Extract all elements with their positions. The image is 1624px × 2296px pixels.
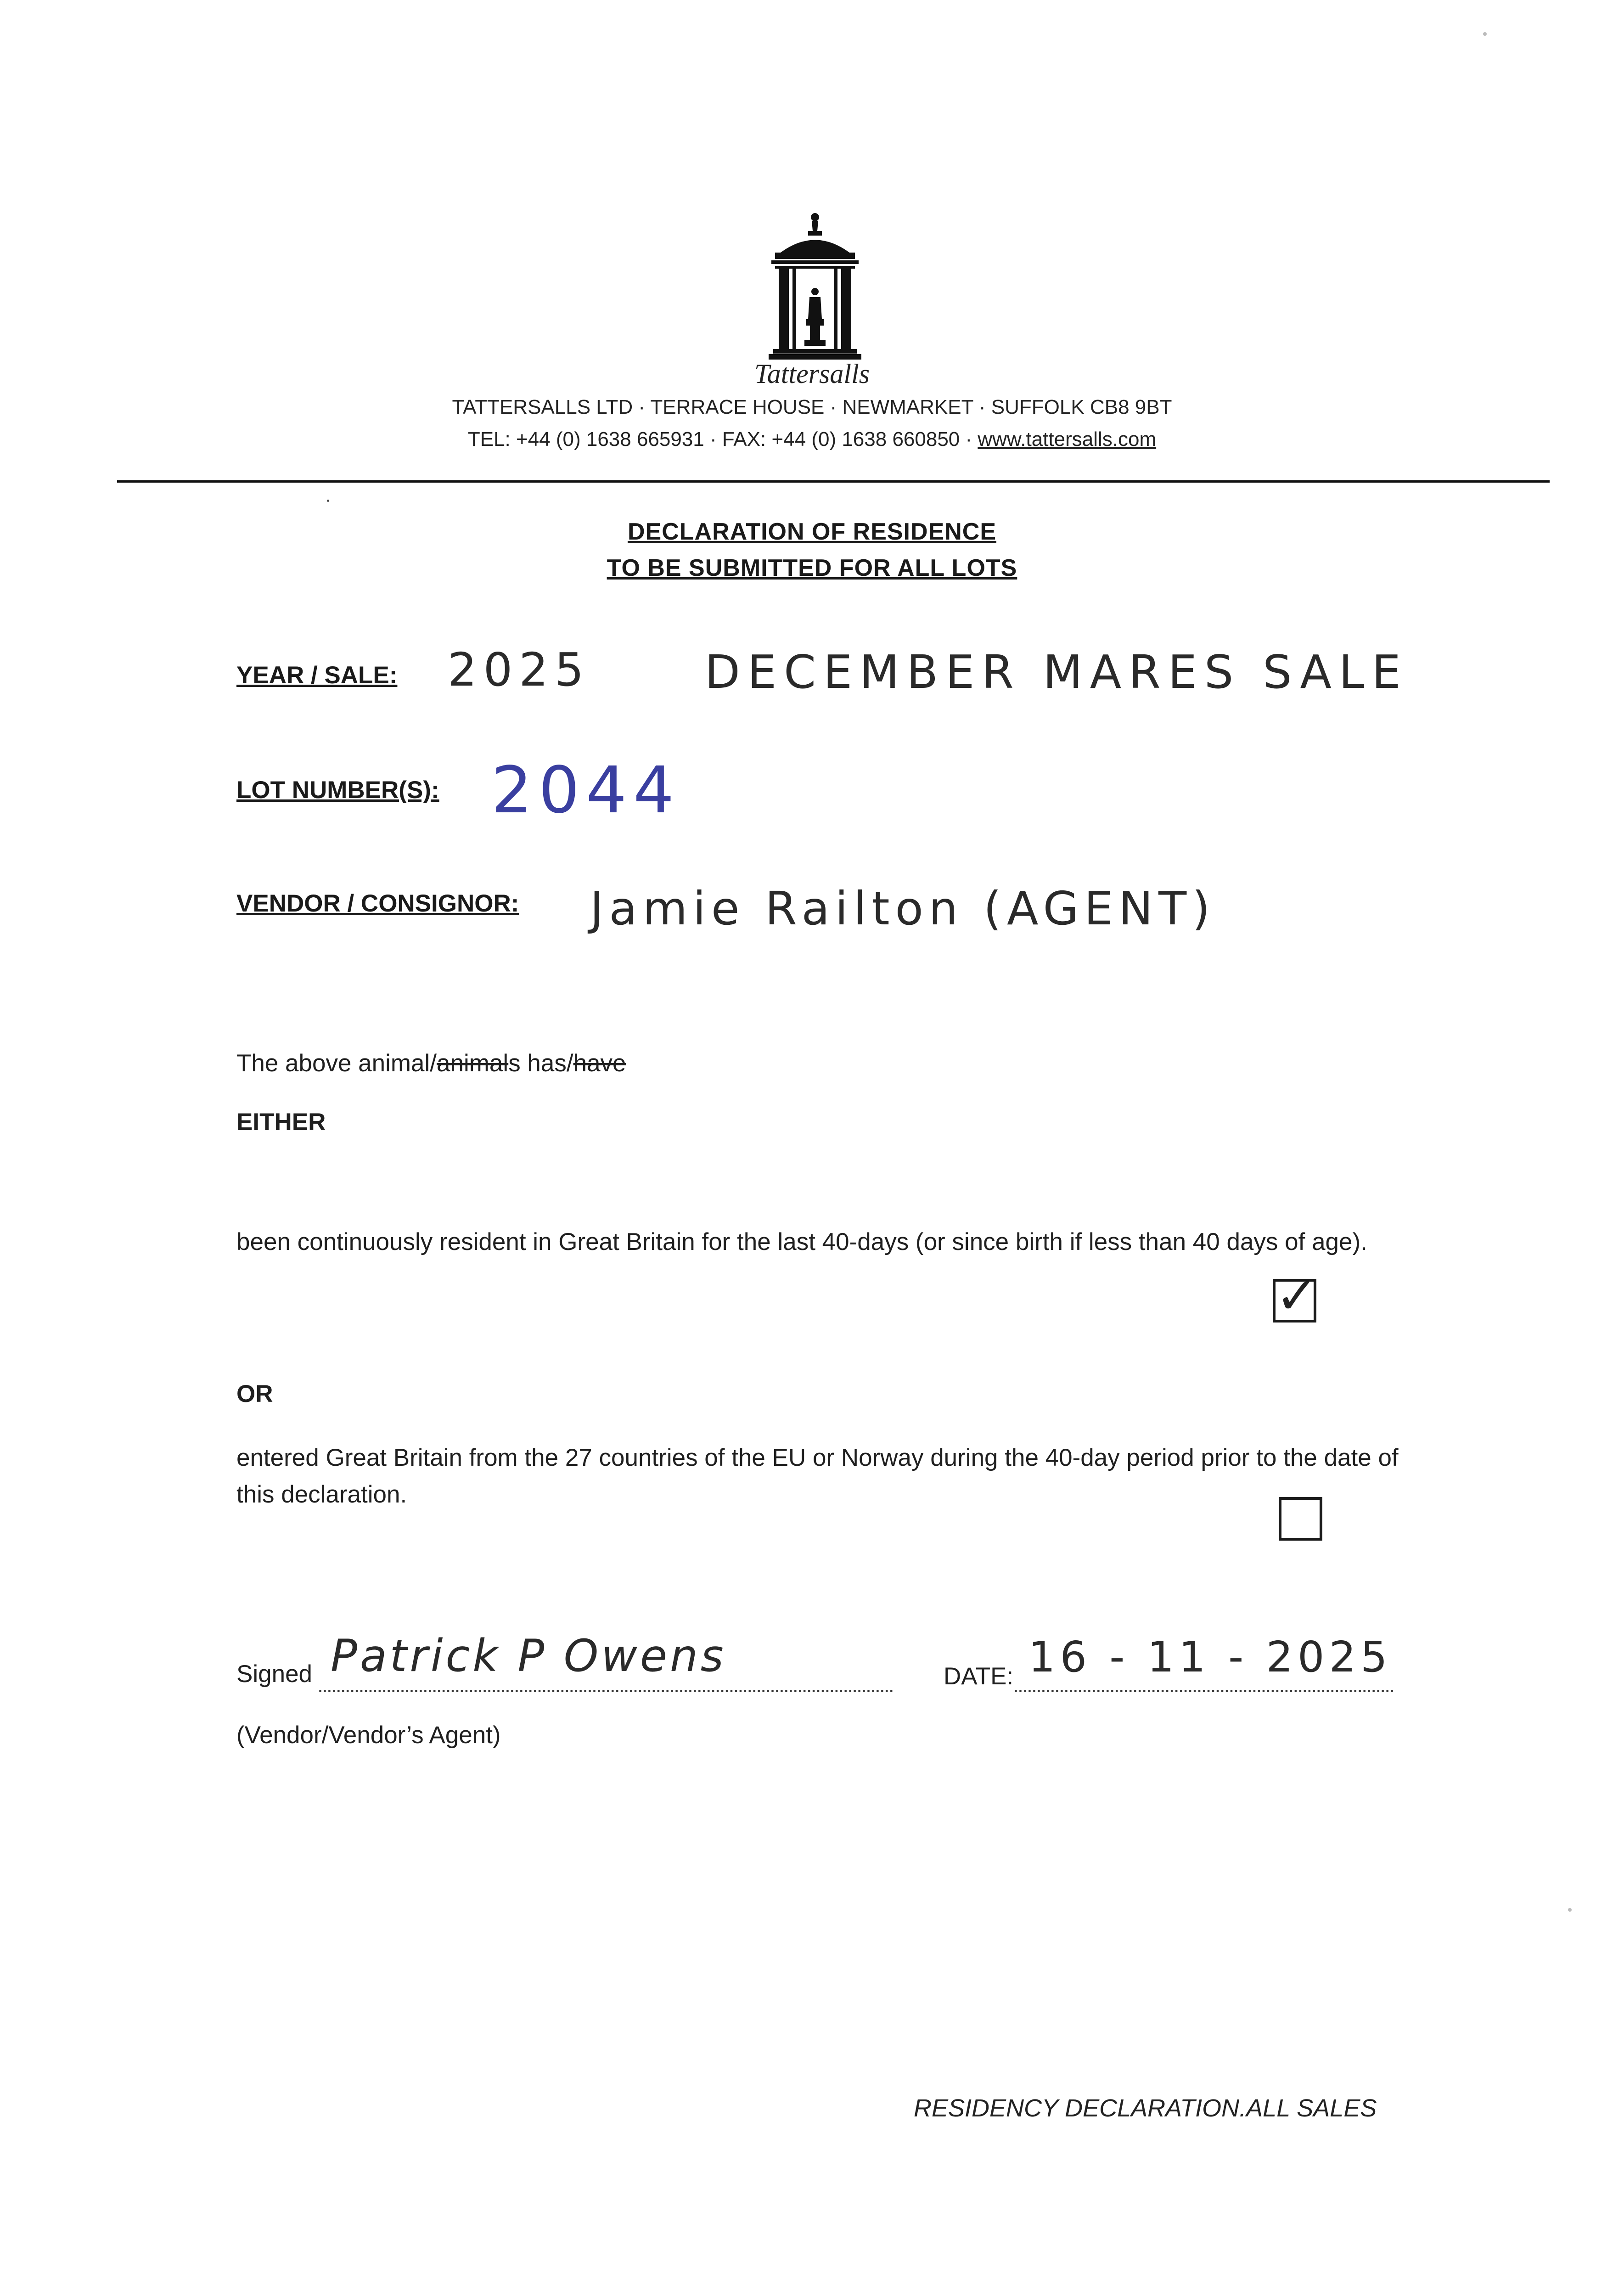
option-1-text: been continuously resident in Great Britain for the last 40-days (or since birth if less than 40 days of age).	[236, 1228, 1367, 1255]
document-subtitle: TO BE SUBMITTED FOR ALL LOTS	[607, 555, 1017, 581]
lot-number-label: LOT NUMBER(S):	[236, 777, 439, 804]
company-address: TATTERSALLS LTD · TERRACE HOUSE · NEWMARKET · SUFFOLK CB8 9BT	[452, 396, 1172, 418]
vendor-value[interactable]: Jamie Railton (AGENT)	[590, 882, 1216, 935]
signature-line	[319, 1690, 893, 1692]
struck-have: have	[573, 1050, 626, 1077]
year-sale-label: YEAR / SALE:	[236, 662, 398, 689]
header-divider	[117, 480, 1550, 483]
date-line	[1015, 1690, 1394, 1692]
scan-speck	[1483, 32, 1487, 36]
date-value[interactable]: 16 - 11 - 2025	[1028, 1632, 1392, 1682]
signed-label: Signed	[236, 1660, 313, 1688]
either-label: EITHER	[236, 1109, 326, 1136]
struck-animals: animal	[437, 1050, 509, 1077]
company-contact	[0, 428, 1624, 451]
vendor-label: VENDOR / CONSIGNOR:	[236, 890, 519, 917]
tattersalls-crest-logo	[762, 209, 868, 360]
scan-speck	[1568, 1908, 1572, 1912]
lot-number-value[interactable]: 2044	[491, 753, 681, 828]
statement-part-2: s has/	[508, 1050, 573, 1077]
year-value[interactable]: 2025	[448, 643, 590, 697]
or-label: OR	[236, 1380, 273, 1407]
date-label: DATE:	[944, 1663, 1014, 1690]
contact-numbers: TEL: +44 (0) 1638 665931 · FAX: +44 (0) 1638 660850 ·	[467, 428, 978, 450]
option-2-text: entered Great Britain from the 27 countries of the EU or Norway during the 40-day period prior to the date of this declaration.	[236, 1444, 1399, 1508]
option-2-checkbox[interactable]	[1279, 1497, 1322, 1541]
form-code: RESIDENCY DECLARATION.ALL SALES	[914, 2094, 1377, 2122]
statement-part-1: The above animal/	[236, 1050, 437, 1077]
website-link[interactable]: www.tattersalls.com	[978, 428, 1157, 450]
option-1-checkbox[interactable]	[1273, 1268, 1318, 1324]
sale-value[interactable]: DECEMBER MARES SALE	[705, 645, 1408, 699]
brand-name: Tattersalls	[754, 359, 870, 389]
document-title: DECLARATION OF RESIDENCE	[627, 518, 997, 545]
statement-line	[236, 1049, 626, 1077]
scan-speck	[327, 500, 329, 502]
signature-value[interactable]: Patrick P Owens	[331, 1630, 726, 1682]
checkmark-icon: ✓	[1276, 1268, 1318, 1324]
signer-role-label: (Vendor/Vendor’s Agent)	[236, 1722, 501, 1749]
